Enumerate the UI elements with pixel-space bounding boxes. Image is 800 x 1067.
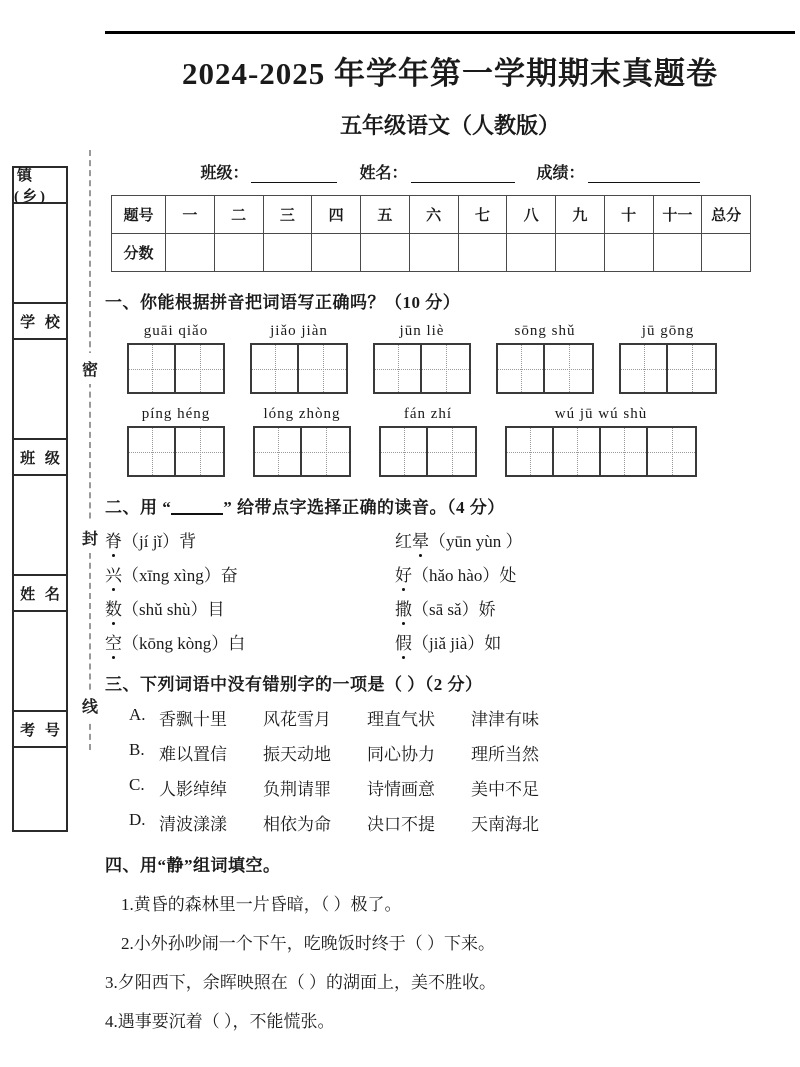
option-row-d[interactable] [105,810,795,835]
tianzige-grid[interactable] [619,343,717,394]
fill-blank-line-1[interactable]: 1.黄昏的森林里一片昏暗，（ ）极了。 [121,895,402,914]
score-table-rowhead-score: 分数 [112,234,166,272]
option-row-c[interactable] [105,775,795,800]
section-1-heading: 一、你能根据拼音把词语写正确吗？（10 分） [105,293,461,312]
option-term: 诗情画意 [367,780,435,799]
pronunciation-row-1 [105,527,795,552]
tianzige-cell[interactable] [422,345,469,392]
tianzige-grid[interactable] [373,343,471,394]
pinyin-text: sōng shǔ [514,323,576,339]
section-2-underline-mark [171,501,223,515]
page-subtitle: 五年级语文（人教版） [339,113,560,138]
pron-post: （shǔ shù）目 [122,600,225,619]
fill-blank-line-3[interactable]: 3.夕阳西下，余晖映照在（ ）的湖面上，美不胜收。 [105,973,496,992]
option-term: 难以置信 [159,745,227,764]
dotted-char: 晕 [412,527,429,552]
option-term: 津津有味 [471,710,539,729]
pinyin-text: píng héng [141,406,211,422]
section-4-heading: 四、用“静”组词填空。 [105,856,281,875]
tianzige-grid[interactable] [253,426,351,477]
option-term: 负荆请罪 [263,780,331,799]
seal-box-label-class [12,438,68,474]
seal-label-text: 学 校 [20,314,63,331]
option-row-b[interactable] [105,740,795,765]
option-key: D. [129,810,146,829]
tianzige-cell[interactable] [554,428,601,475]
tianzige-cell[interactable] [668,345,715,392]
section-1-row-1 [105,323,795,394]
score-table-rowhead-question: 题号 [112,196,166,234]
pronunciation-row-4 [105,629,795,654]
score-cell-4[interactable] [312,234,361,272]
pron-post: （sā sǎ）娇 [412,600,496,619]
pron-post: （jiǎ jià）如 [412,634,502,653]
fill-blank-line-2[interactable]: 2.小外孙吵闹一个下午，吃晚饭时终于（ ）下来。 [121,934,495,953]
option-term: 人影绰绰 [159,780,227,799]
seal-sidebar [12,166,68,832]
score-table-col-7: 七 [458,196,507,234]
score-table-col-1: 一 [166,196,215,234]
option-key: B. [129,740,145,759]
score-table-col-total: 总分 [702,196,751,234]
fill-blank-line-4[interactable]: 4.遇事要沉着（ ），不能慌张。 [105,1012,335,1031]
seal-box-label-town [12,166,68,205]
identity-field-score [537,160,700,183]
tianzige-cell[interactable] [302,428,349,475]
score-cell-6[interactable] [409,234,458,272]
identity-field-class [200,160,337,183]
pron-post: （kōng kòng）白 [122,634,246,653]
score-cell-8[interactable] [507,234,556,272]
pron-post: （hǎo hào）处 [412,566,517,585]
table-row-scores [112,234,751,272]
seal-box-blank-town[interactable] [12,202,68,302]
seal-box-label-name [12,574,68,610]
option-term: 清波漾漾 [159,815,227,834]
score-table-col-2: 二 [214,196,263,234]
dotted-char: 空 [105,629,122,654]
tianzige-cell[interactable] [255,428,302,475]
score-cell-5[interactable] [361,234,410,272]
option-term: 风花雪月 [263,710,331,729]
pinyin-text: jiǎo jiàn [270,323,328,339]
tianzige-grid[interactable] [379,426,477,477]
tianzige-grid[interactable] [250,343,348,394]
pinyin-text: guāi qiǎo [143,323,209,339]
score-cell-3[interactable] [263,234,312,272]
option-key: C. [129,775,145,794]
pronunciation-item-right[interactable] [395,629,501,654]
section-2-heading [105,493,795,518]
seal-label-text: 班 级 [20,450,63,467]
identity-input-score[interactable] [588,168,700,183]
score-cell-9[interactable] [556,234,605,272]
seal-label-text: 考 号 [20,722,63,739]
seal-vertical-char-xian: 线 [80,690,100,721]
section-3-heading: 三、下列词语中没有错别字的一项是（ ）（2 分） [105,675,483,694]
pronunciation-row-3 [105,595,795,620]
pinyin-text: wú jū wú shù [554,406,648,422]
score-cell-total[interactable] [702,234,751,272]
pron-post: （xīng xìng）奋 [122,566,238,585]
pinyin-group-3 [373,323,471,394]
tianzige-cell[interactable] [381,428,428,475]
seal-box-label-exam-number [12,710,68,746]
score-cell-7[interactable] [458,234,507,272]
tianzige-cell[interactable] [299,345,346,392]
identity-input-class[interactable] [251,168,337,183]
score-table-col-11: 十一 [653,196,702,234]
section-1-row-2 [105,406,795,477]
pinyin-group-7 [253,406,351,477]
option-key: A. [129,705,146,724]
tianzige-cell[interactable] [375,345,422,392]
pinyin-group-1 [127,323,225,394]
identity-fields [105,160,795,183]
pinyin-text: lóng zhòng [263,406,341,422]
option-term: 理所当然 [471,745,539,764]
option-term: 相依为命 [263,815,331,834]
identity-field-name [359,160,514,183]
tianzige-grid[interactable] [505,426,697,477]
seal-dashed-line [89,150,91,750]
pronunciation-item-left[interactable] [105,527,395,552]
option-term: 美中不足 [471,780,539,799]
score-table-col-6: 六 [409,196,458,234]
score-cell-2[interactable] [214,234,263,272]
tianzige-cell[interactable] [428,428,475,475]
dotted-char: 撒 [395,595,412,620]
score-table [111,195,751,272]
identity-label-score: 成绩： [536,165,585,182]
dotted-char: 好 [395,561,412,586]
score-cell-11[interactable] [653,234,702,272]
page-title: 2024-2025 年学年第一学期期末真题卷 [181,56,719,91]
pronunciation-item-right[interactable] [395,527,523,552]
pinyin-group-5 [619,323,717,394]
main-content [105,40,795,1032]
pinyin-group-9 [505,406,697,477]
option-term: 香飘十里 [159,710,227,729]
top-divider-rule [105,31,795,34]
seal-vertical-char-feng: 封 [80,522,100,553]
seal-label-text: 姓 名 [20,586,63,603]
score-cell-1[interactable] [166,234,215,272]
tianzige-grid[interactable] [127,426,225,477]
score-cell-10[interactable] [604,234,653,272]
tianzige-cell[interactable] [621,345,668,392]
tianzige-cell[interactable] [176,345,223,392]
tianzige-cell[interactable] [545,345,592,392]
score-table-col-4: 四 [312,196,361,234]
option-row-a[interactable] [105,705,795,730]
pinyin-text: fán zhí [403,406,453,422]
pronunciation-item-left[interactable] [105,629,395,654]
identity-label-name: 姓名： [359,165,408,182]
pron-post: （jí jǐ）背 [122,532,197,551]
dotted-char: 脊 [105,527,122,552]
seal-label-text: 镇(乡) [14,168,48,205]
score-table-col-3: 三 [263,196,312,234]
pronunciation-item-right[interactable] [395,561,516,586]
score-table-col-9: 九 [556,196,605,234]
section-2-heading-pre: 二、用 “ [105,498,172,517]
seal-box-blank-school[interactable] [12,338,68,438]
pinyin-text: jū gōng [641,323,695,339]
pinyin-group-6 [127,406,225,477]
score-table-col-10: 十 [604,196,653,234]
tianzige-cell[interactable] [252,345,299,392]
seal-vertical-char-mi: 密 [80,353,100,384]
identity-input-name[interactable] [411,168,515,183]
option-term: 决口不提 [367,815,435,834]
identity-label-class: 班级： [200,165,249,182]
tianzige-cell[interactable] [129,345,176,392]
pronunciation-item-right[interactable] [395,595,496,620]
seal-box-blank-exam-number[interactable] [12,746,68,832]
pronunciation-row-2 [105,561,795,586]
tianzige-cell[interactable] [176,428,223,475]
pron-pre: 红 [395,532,412,551]
seal-box-label-school [12,302,68,338]
pronunciation-item-left[interactable] [105,595,395,620]
option-term: 天南海北 [471,815,539,834]
tianzige-cell[interactable] [498,345,545,392]
pinyin-group-4 [496,323,594,394]
pron-post: （yūn yùn ） [429,532,523,551]
tianzige-grid[interactable] [127,343,225,394]
score-table-col-5: 五 [361,196,410,234]
tianzige-grid[interactable] [496,343,594,394]
pinyin-group-8 [379,406,477,477]
option-term: 理直气状 [367,710,435,729]
seal-box-blank-name[interactable] [12,610,68,710]
dotted-char: 数 [105,595,122,620]
option-term: 同心协力 [367,745,435,764]
pinyin-text: jūn liè [399,323,445,339]
score-table-col-8: 八 [507,196,556,234]
tianzige-cell[interactable] [507,428,554,475]
option-term: 振天动地 [263,745,331,764]
seal-box-blank-class[interactable] [12,474,68,574]
tianzige-cell[interactable] [601,428,648,475]
tianzige-cell[interactable] [648,428,695,475]
table-row-question-numbers [112,196,751,234]
pinyin-group-2 [250,323,348,394]
tianzige-cell[interactable] [129,428,176,475]
section-2-heading-post: ” 给带点字选择正确的读音。（4 分） [223,498,505,517]
pronunciation-item-left[interactable] [105,561,395,586]
dotted-char: 兴 [105,561,122,586]
dotted-char: 假 [395,629,412,654]
